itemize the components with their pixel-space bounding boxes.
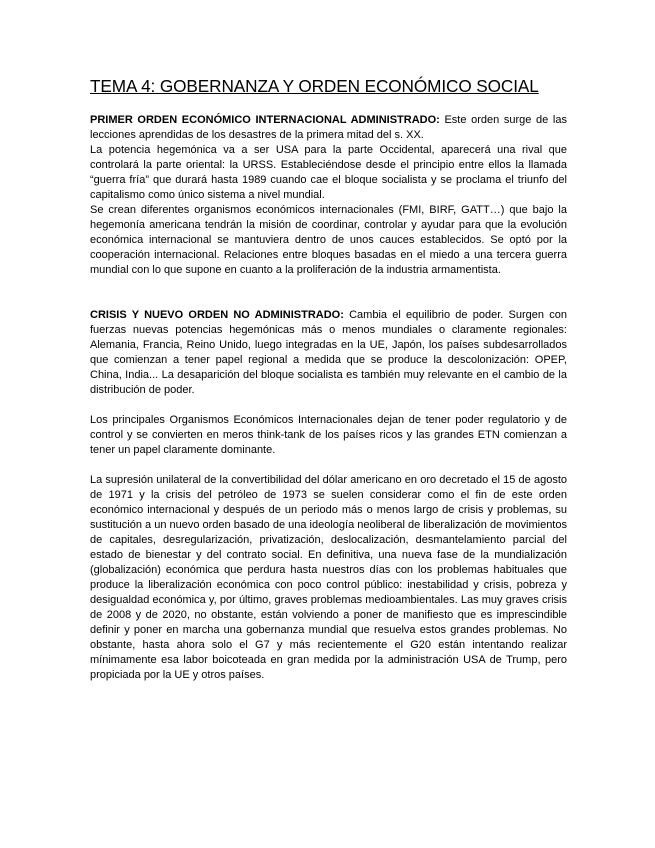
paragraph-spacer — [90, 458, 567, 473]
section-spacer — [90, 278, 567, 308]
paragraph-spacer — [90, 398, 567, 413]
page-title: TEMA 4: GOBERNANZA Y ORDEN ECONÓMICO SOCIAL — [90, 76, 539, 96]
section1-heading: PRIMER ORDEN ECONÓMICO INTERNACIONAL ADMINISTRADO: — [90, 114, 440, 126]
section1-paragraph-2: La potencia hegemónica va a ser USA para la parte Occidental, aparecerá una rival que controlará la parte oriental: la URSS. Estableciéndose desde el principio entre ellos la llamada “guerra fría” que durará hasta 1989 cuando cae el bloque socialista y se proclama el triunfo del capitalismo como único sistema a nivel mundial. — [90, 144, 567, 201]
section2-heading: CRISIS Y NUEVO ORDEN NO ADMINISTRADO: — [90, 309, 344, 321]
section1-intro: Este orden surge de las lecciones aprendidas de los desastres de la primera mitad del s. XX. — [90, 114, 567, 141]
section2-paragraph-3: La supresión unilateral de la convertibilidad del dólar americano en oro decretado el 15 de agosto de 1971 y la crisis del petróleo de 1973 se suelen considerar como el fin de este orden económico internacional y después de un periodo más o menos largo de crisis y problemas, su sustitución a un nuevo orden basado de una ideología neoliberal de liberalización de movimientos de capitales, desregularización, privatización, deslocalización, desmantelamiento parcial del estado de bienestar y del contrato social. En definitiva, una nueva fase de la mundialización (globalización) económica que perdura hasta nuestros días con los problemas habituales que produce la liberalización económica con poco control público: inestabilidad y crisis, pobreza y desigualdad económica y, por último, graves problemas medioambientales. Las muy graves crisis de 2008 y de 2020, no obstante, están volviendo a poner de manifiesto que es imprescindible definir y poner en marcha una gobernanza mundial que resuelva estos grandes problemas. No obstante, hasta ahora solo el G7 y más recientemente el G20 están intentando realizar mínimamente esa labor boicoteada en gran medida por la administración USA de Trump, pero propiciada por la UE y otros países. — [90, 474, 567, 681]
section1-paragraph-1 — [90, 113, 567, 143]
document-page — [90, 76, 567, 683]
section2-paragraph-2: Los principales Organismos Económicos Internacionales dejan de tener poder regulatorio y de control y se convierten en meros think-tank de los países ricos y las grandes ETN comienzan a tener un papel claramente dominante. — [90, 414, 567, 456]
section2-paragraph-1 — [90, 308, 567, 398]
section2-intro: Cambia el equilibrio de poder. Surgen con fuerzas nuevas potencias hegemónicas más o menos mundiales o claramente regionales: Alemania, Francia, Reino Unido, luego integradas en la UE, Japón, los países subdesarrollados que comienzan a tener papel regional a medida que se produce la descolonización: OPEP, China, India... La desaparición del bloque socialista es también muy relevante en el cambio de la distribución de poder. — [90, 309, 567, 396]
section1-paragraph-3: Se crean diferentes organismos económicos internacionales (FMI, BIRF, GATT…) que bajo la hegemonía americana tendrán la misión de coordinar, controlar y ayudar para que la evolución económica internacional se mantuviera dentro de unos cauces establecidos. Se optó por la cooperación internacional. Relaciones entre bloques basadas en el miedo a una tercera guerra mundial con lo que supone en cuanto a la proliferación de la industria armamentista. — [90, 204, 567, 276]
